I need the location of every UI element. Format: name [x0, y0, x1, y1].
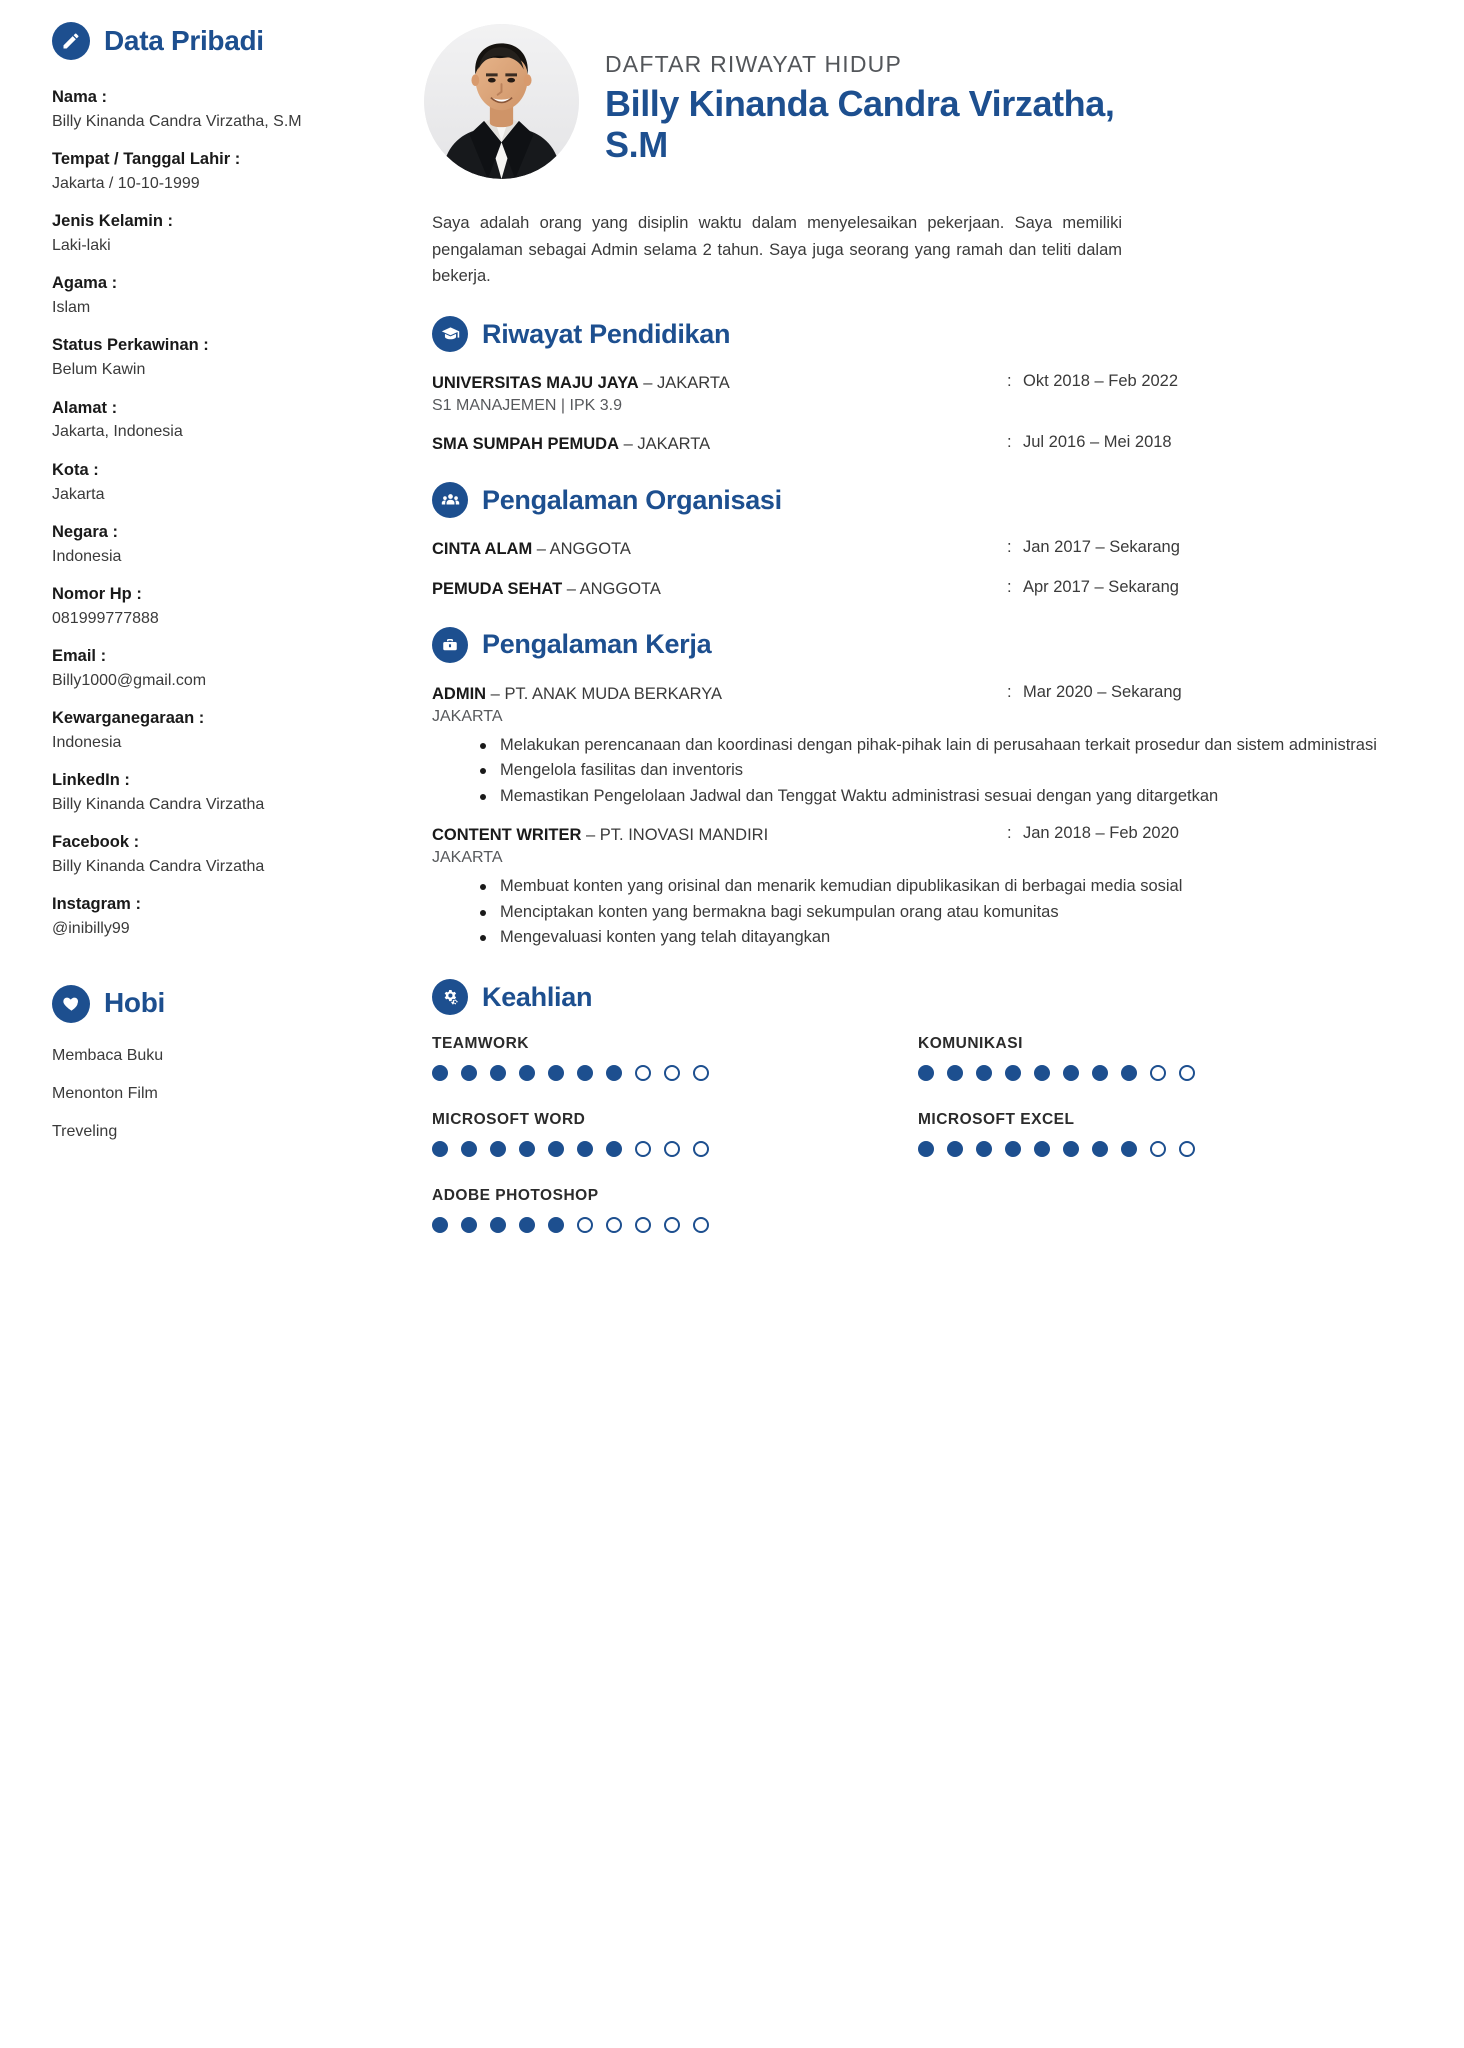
- education-entry: [432, 433, 1404, 456]
- entry-place: ANGGOTA: [549, 540, 631, 559]
- work-entries: [432, 683, 1404, 950]
- left-sidebar: [0, 0, 404, 1263]
- section-pengalaman-organisasi: [414, 482, 1404, 600]
- entry-detail: JAKARTA: [432, 707, 503, 725]
- field-value: Islam: [52, 299, 91, 317]
- skill-dot: [432, 1217, 448, 1233]
- work-entry: [432, 824, 1404, 949]
- personal-field: [52, 583, 378, 630]
- entry-place: ANGGOTA: [579, 579, 661, 598]
- colon-separator: :: [1007, 538, 1012, 557]
- list-item: Membaca Buku: [52, 1046, 164, 1064]
- hero-header: [414, 10, 1404, 192]
- field-label: Agama :: [52, 274, 118, 293]
- entry-date-value: Okt 2018 – Feb 2022: [1023, 372, 1179, 391]
- section-header-work: [432, 627, 1404, 663]
- field-label: Nomor Hp :: [52, 584, 142, 603]
- skill-item: [432, 1111, 918, 1157]
- skill-dot: [606, 1217, 622, 1233]
- entry-separator: –: [619, 435, 638, 454]
- organization-entry: [432, 578, 1404, 601]
- field-label: Email :: [52, 646, 107, 665]
- skill-dot: [976, 1065, 992, 1081]
- section-header-skills: [432, 979, 1404, 1015]
- section-header-organization: [432, 482, 1404, 518]
- pencil-icon: [52, 22, 90, 60]
- skill-dot: [918, 1141, 934, 1157]
- field-value: Belum Kawin: [52, 361, 146, 379]
- colon-separator: :: [1007, 577, 1012, 596]
- skill-dot: [1005, 1141, 1021, 1157]
- skill-item: [432, 1187, 918, 1233]
- field-label: Status Perkawinan :: [52, 336, 209, 355]
- skill-rating: [918, 1141, 1404, 1157]
- skill-dot: [693, 1217, 709, 1233]
- skill-dot: [1121, 1141, 1137, 1157]
- skill-name: ADOBE PHOTOSHOP: [432, 1187, 599, 1205]
- skill-dot: [1092, 1065, 1108, 1081]
- avatar: [424, 24, 579, 179]
- field-value: Laki-laki: [52, 237, 111, 255]
- skill-dot: [976, 1141, 992, 1157]
- personal-data-list: [52, 86, 378, 941]
- entry-place: JAKARTA: [637, 435, 711, 454]
- colon-separator: :: [1007, 682, 1012, 701]
- organization-entries: [432, 538, 1404, 600]
- field-value: Indonesia: [52, 734, 122, 752]
- entry-heading: [432, 433, 1007, 456]
- profile-photo: [424, 24, 579, 179]
- section-title: Pengalaman Kerja: [482, 629, 712, 660]
- field-value: Jakarta: [52, 485, 105, 503]
- skill-dot: [577, 1141, 593, 1157]
- graduation-cap-icon: [432, 316, 468, 352]
- skill-dot: [693, 1141, 709, 1157]
- personal-field: [52, 272, 378, 319]
- duty-item: Mengelola fasilitas dan inventoris: [478, 759, 1404, 782]
- entry-separator: –: [562, 579, 580, 598]
- skill-dot: [1063, 1065, 1079, 1081]
- skill-dot: [1179, 1141, 1195, 1157]
- field-value: @inibilly99: [52, 920, 130, 938]
- skill-name: TEAMWORK: [432, 1035, 529, 1053]
- skill-dot: [548, 1065, 564, 1081]
- list-item: Treveling: [52, 1122, 118, 1140]
- personal-field: [52, 831, 378, 878]
- field-label: Negara :: [52, 522, 119, 541]
- field-label: Facebook :: [52, 833, 140, 852]
- entry-name: PEMUDA SEHAT: [432, 579, 563, 598]
- entry-date-value: Jul 2016 – Mei 2018: [1023, 433, 1172, 452]
- skill-rating: [432, 1065, 918, 1081]
- entry-place: JAKARTA: [656, 374, 730, 393]
- skill-dot: [461, 1141, 477, 1157]
- entry-date: [1007, 683, 1307, 728]
- skill-dot: [1150, 1065, 1166, 1081]
- education-entries: [432, 372, 1404, 456]
- entry-heading: [432, 578, 1007, 601]
- entry-separator: –: [532, 540, 550, 559]
- colon-separator: :: [1007, 372, 1012, 391]
- skill-name: MICROSOFT EXCEL: [918, 1111, 1075, 1129]
- entry-name: ADMIN: [432, 684, 487, 703]
- skill-dot: [918, 1065, 934, 1081]
- entry-name: CINTA ALAM: [432, 540, 533, 559]
- education-entry: [432, 372, 1404, 417]
- skill-dot: [606, 1141, 622, 1157]
- skill-rating: [918, 1065, 1404, 1081]
- entry-date-value: Mar 2020 – Sekarang: [1023, 682, 1182, 701]
- entry-date: [1007, 372, 1307, 417]
- entry-date: [1007, 824, 1307, 869]
- field-value: Jakarta / 10-10-1999: [52, 175, 200, 193]
- skill-dot: [519, 1141, 535, 1157]
- personal-field: [52, 521, 378, 568]
- work-entry: [432, 683, 1404, 808]
- skill-dot: [490, 1065, 506, 1081]
- skill-dot: [432, 1065, 448, 1081]
- entry-heading: [432, 824, 1007, 847]
- skill-dot: [606, 1065, 622, 1081]
- skill-dot: [577, 1217, 593, 1233]
- skill-dot: [461, 1217, 477, 1233]
- skill-dot: [635, 1217, 651, 1233]
- profile-summary: Saya adalah orang yang disiplin waktu dalam menyelesaikan pekerjaan. Saya memiliki pengalaman sebagai Admin selama 2 tahun. Saya juga seorang yang ramah dan teliti dalam bekerja.: [432, 214, 1122, 286]
- skill-dot: [635, 1065, 651, 1081]
- entry-heading: [432, 683, 1007, 706]
- section-title: Pengalaman Organisasi: [482, 484, 782, 515]
- document-kicker: DAFTAR RIWAYAT HIDUP: [605, 51, 903, 78]
- personal-field: [52, 645, 378, 692]
- gears-icon: [432, 979, 468, 1015]
- entry-place: PT. INOVASI MANDIRI: [599, 826, 769, 845]
- section-header-hobi: [52, 985, 378, 1023]
- field-value: Billy Kinanda Candra Virzatha: [52, 858, 265, 876]
- skill-dot: [1121, 1065, 1137, 1081]
- skill-dot: [461, 1065, 477, 1081]
- entry-heading: [432, 538, 1007, 561]
- organization-entry: [432, 538, 1404, 561]
- skill-dot: [635, 1141, 651, 1157]
- entry-date: [1007, 433, 1307, 456]
- entry-date-value: Apr 2017 – Sekarang: [1023, 577, 1179, 596]
- entry-place: PT. ANAK MUDA BERKARYA: [504, 684, 723, 703]
- entry-heading: [432, 372, 1007, 395]
- field-label: Instagram :: [52, 895, 141, 914]
- duties-list: [478, 734, 1404, 808]
- skill-dot: [519, 1217, 535, 1233]
- personal-field: [52, 459, 378, 506]
- heart-icon: [52, 985, 90, 1023]
- skill-dot: [1005, 1065, 1021, 1081]
- personal-field: [52, 210, 378, 257]
- personal-field: [52, 893, 378, 940]
- section-title: Hobi: [104, 987, 166, 1019]
- entry-name: UNIVERSITAS MAJU JAYA: [432, 374, 639, 393]
- skills-grid: [432, 1035, 1404, 1263]
- section-keahlian: [414, 979, 1404, 1263]
- field-label: Kewarganegaraan :: [52, 709, 205, 728]
- skill-item: [432, 1035, 918, 1081]
- section-header-education: [432, 316, 1404, 352]
- field-value: 081999777888: [52, 609, 159, 627]
- entry-separator: –: [638, 374, 657, 393]
- skill-dot: [664, 1141, 680, 1157]
- page-title: Billy Kinanda Candra Virzatha, S.M: [605, 83, 1115, 165]
- colon-separator: :: [1007, 824, 1012, 843]
- hobby-list: [52, 1047, 378, 1141]
- field-value: Billy1000@gmail.com: [52, 671, 207, 689]
- field-value: Billy Kinanda Candra Virzatha, S.M: [52, 112, 302, 130]
- field-value: Jakarta, Indonesia: [52, 423, 183, 441]
- personal-field: [52, 397, 378, 444]
- colon-separator: :: [1007, 433, 1012, 452]
- personal-field: [52, 148, 378, 195]
- section-title: Data Pribadi: [104, 24, 264, 56]
- skill-dot: [947, 1065, 963, 1081]
- entry-date-value: Jan 2017 – Sekarang: [1023, 538, 1180, 557]
- entry-name: SMA SUMPAH PEMUDA: [432, 435, 620, 454]
- field-label: Tempat / Tanggal Lahir :: [52, 150, 241, 169]
- skill-dot: [693, 1065, 709, 1081]
- skill-dot: [519, 1065, 535, 1081]
- duty-item: Memastikan Pengelolaan Jadwal dan Tenggat Waktu administrasi sesuai dengan yang ditargetkan: [478, 785, 1404, 808]
- field-label: Alamat :: [52, 398, 118, 417]
- skill-dot: [1179, 1065, 1195, 1081]
- personal-field: [52, 769, 378, 816]
- entry-separator: –: [486, 684, 505, 703]
- briefcase-icon: [432, 627, 468, 663]
- field-label: Nama :: [52, 88, 108, 106]
- skill-dot: [1063, 1141, 1079, 1157]
- duty-item: Membuat konten yang orisinal dan menarik kemudian dipublikasikan di berbagai media sosial: [478, 875, 1404, 898]
- skill-dot: [548, 1217, 564, 1233]
- people-group-icon: [432, 482, 468, 518]
- duties-list: [478, 875, 1404, 949]
- entry-date: [1007, 578, 1307, 601]
- section-riwayat-pendidikan: [414, 316, 1404, 456]
- entry-date: [1007, 538, 1307, 561]
- skill-dot: [1150, 1141, 1166, 1157]
- hero-text: [605, 37, 1125, 165]
- entry-date-value: Jan 2018 – Feb 2020: [1023, 824, 1179, 843]
- skill-dot: [1092, 1141, 1108, 1157]
- duty-item: Menciptakan konten yang bermakna bagi sekumpulan orang atau komunitas: [478, 901, 1404, 924]
- entry-detail: S1 MANAJEMEN | IPK 3.9: [432, 397, 622, 415]
- skill-dot: [1034, 1141, 1050, 1157]
- section-header-data-pribadi: [52, 22, 378, 60]
- duty-item: Melakukan perencanaan dan koordinasi dengan pihak-pihak lain di perusahaan terkait prosedur dan sistem administrasi: [478, 734, 1404, 757]
- skill-name: KOMUNIKASI: [918, 1035, 1023, 1053]
- skill-dot: [664, 1217, 680, 1233]
- entry-separator: –: [581, 826, 600, 845]
- field-label: Kota :: [52, 460, 99, 479]
- skill-dot: [490, 1141, 506, 1157]
- field-label: Jenis Kelamin :: [52, 212, 174, 231]
- skill-rating: [432, 1217, 918, 1233]
- section-title: Keahlian: [482, 981, 593, 1012]
- skill-dot: [947, 1141, 963, 1157]
- duty-item: Mengevaluasi konten yang telah ditayangkan: [478, 926, 1404, 949]
- skill-dot: [577, 1065, 593, 1081]
- list-item: Menonton Film: [52, 1084, 158, 1102]
- skill-dot: [664, 1065, 680, 1081]
- main-content: [404, 0, 1464, 1263]
- personal-field: [52, 334, 378, 381]
- skill-dot: [432, 1141, 448, 1157]
- entry-detail: JAKARTA: [432, 849, 503, 867]
- skill-item: [918, 1035, 1404, 1081]
- skill-dot: [1034, 1065, 1050, 1081]
- section-title: Riwayat Pendidikan: [482, 318, 731, 349]
- skill-rating: [432, 1141, 918, 1157]
- entry-name: CONTENT WRITER: [432, 826, 582, 845]
- skill-dot: [548, 1141, 564, 1157]
- personal-field: [52, 86, 378, 133]
- skill-item: [918, 1111, 1404, 1157]
- section-pengalaman-kerja: [414, 627, 1404, 950]
- personal-field: [52, 707, 378, 754]
- skill-dot: [490, 1217, 506, 1233]
- field-value: Billy Kinanda Candra Virzatha: [52, 796, 265, 814]
- field-label: LinkedIn :: [52, 771, 130, 790]
- skill-name: MICROSOFT WORD: [432, 1111, 586, 1129]
- field-value: Indonesia: [52, 547, 122, 565]
